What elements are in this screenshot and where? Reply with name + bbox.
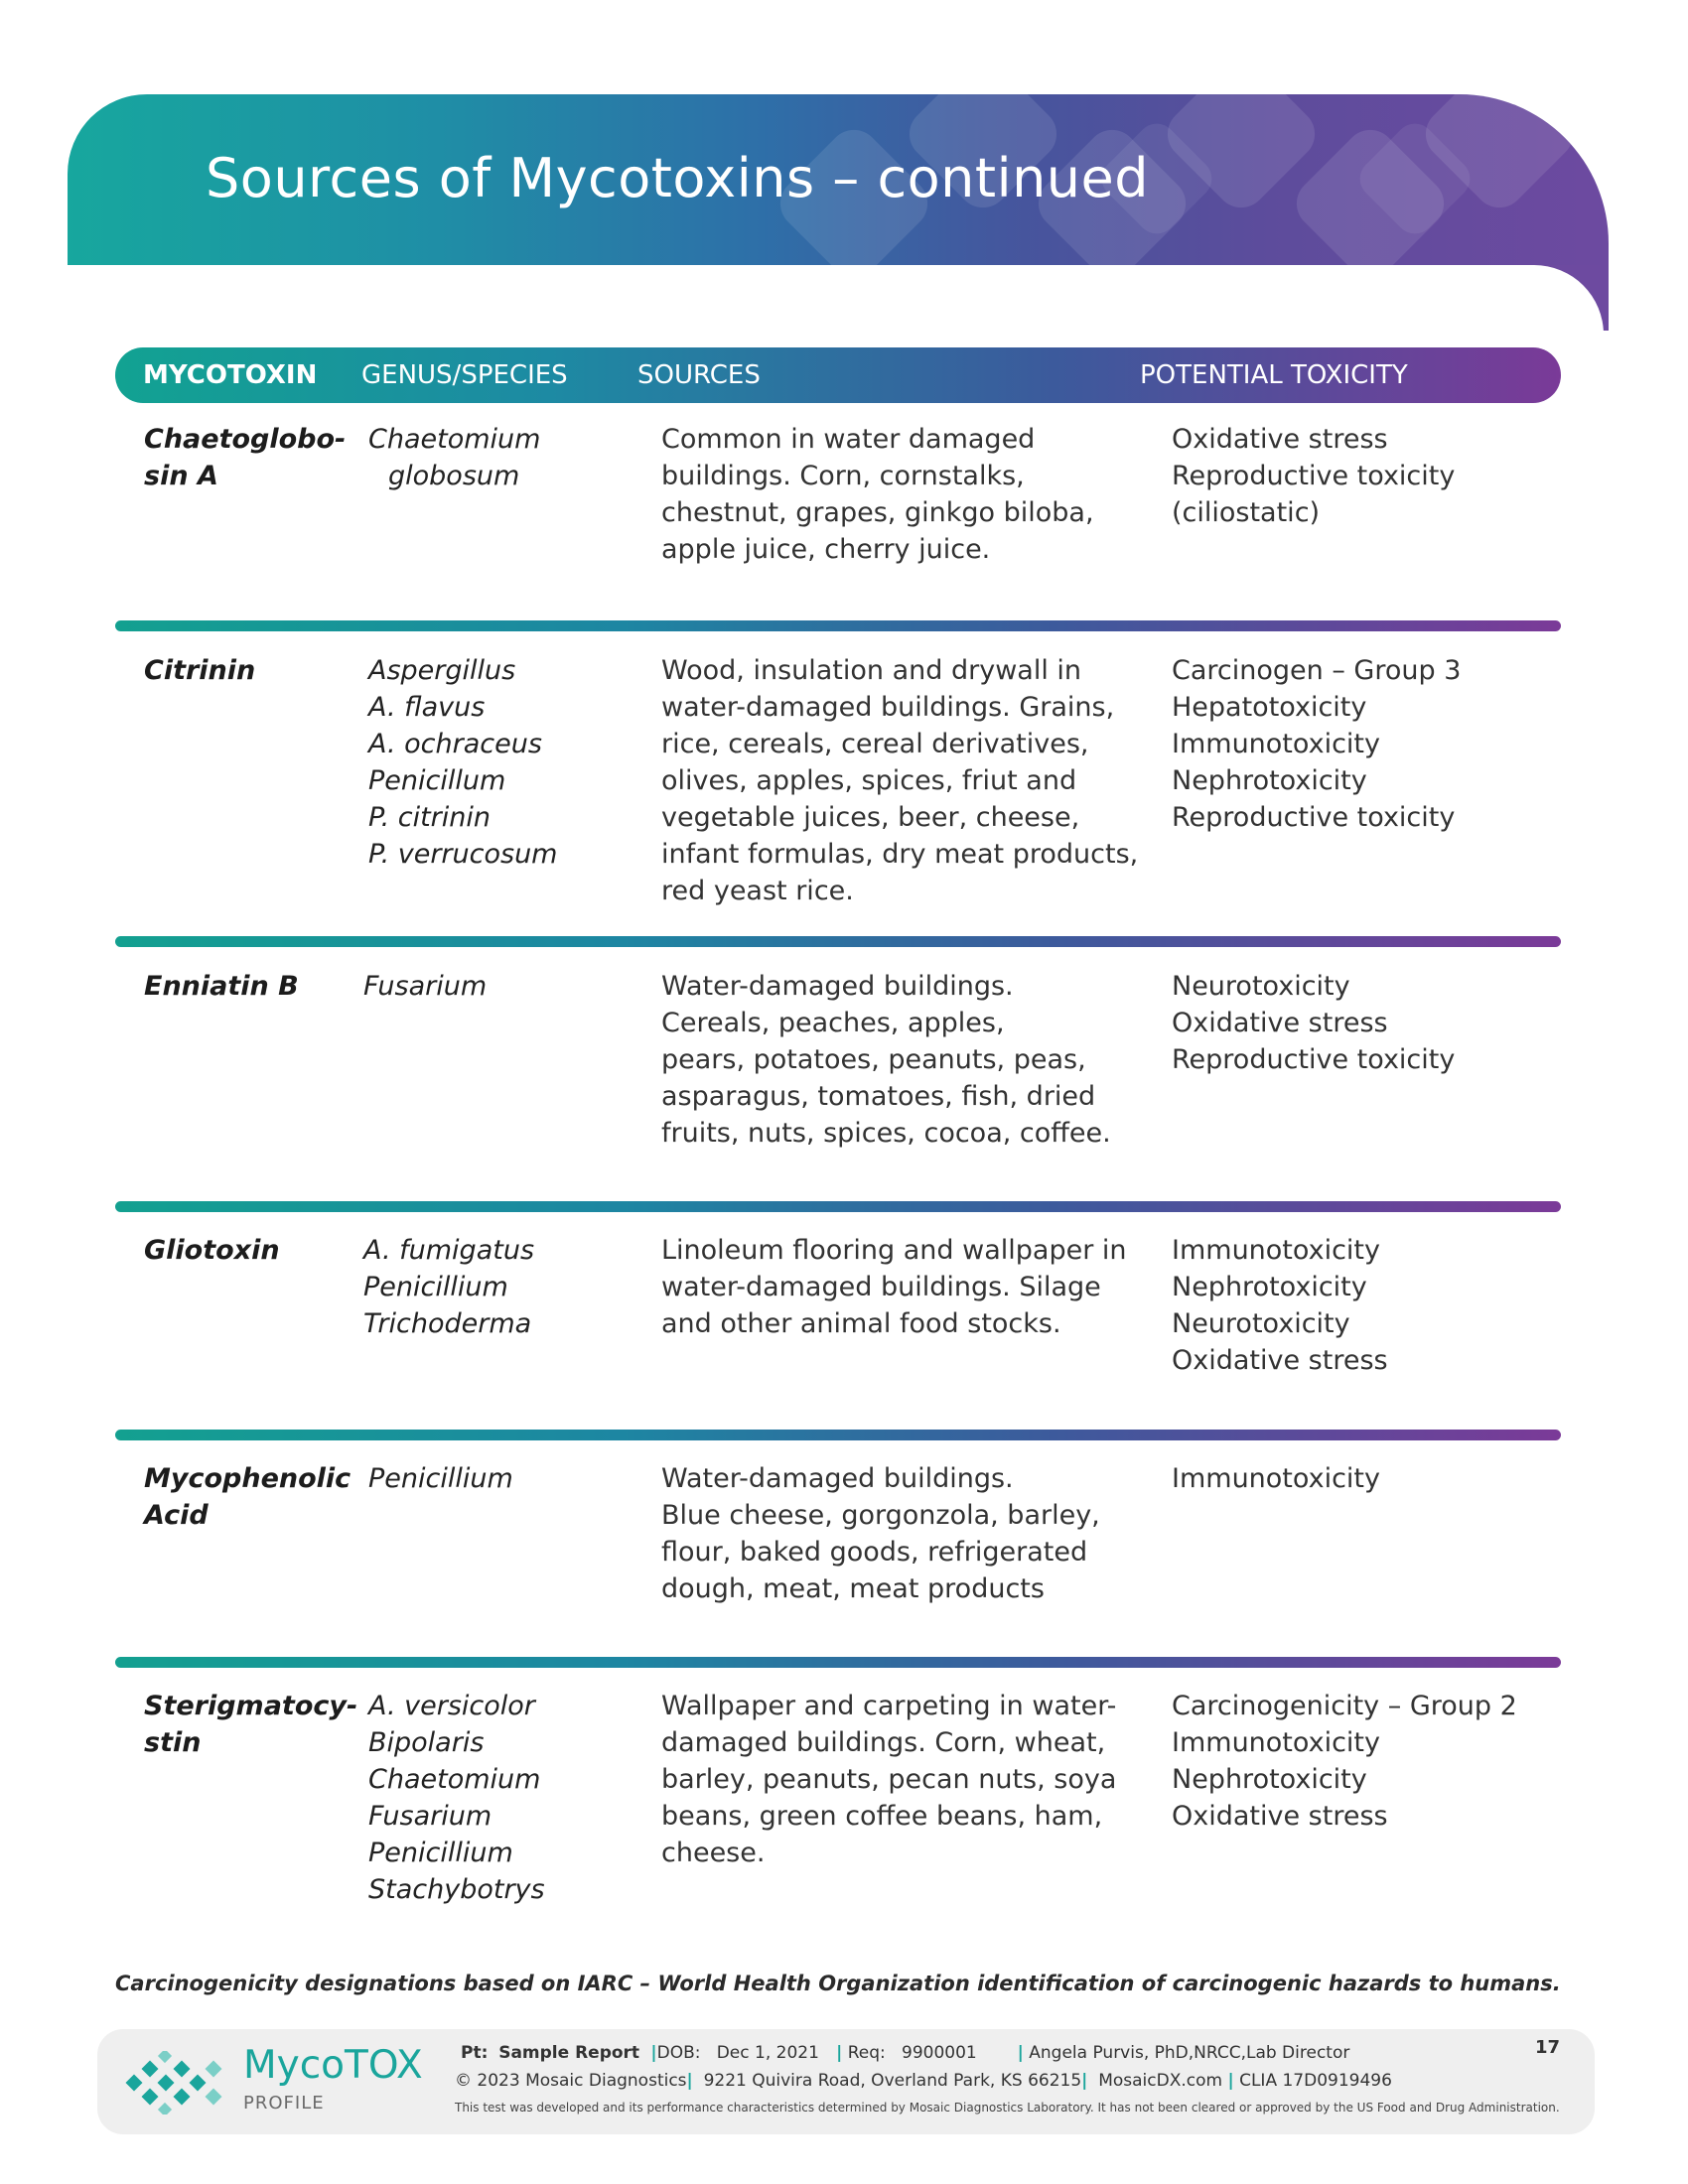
mycotoxin-name: Enniatin B: [144, 971, 299, 1002]
banner-tail-decoration: [1534, 265, 1609, 331]
column-header-genus-species: GENUS/SPECIES: [361, 360, 568, 390]
row-divider: [115, 936, 1561, 947]
website-link[interactable]: MosaicDX.com: [1098, 2071, 1223, 2091]
dob-label: DOB:: [656, 2043, 701, 2063]
genus-species: A. versicolor Bipolaris Chaetomium Fusarium Penicillium Stachybotrys: [368, 1691, 545, 1905]
column-header-sources: SOURCES: [637, 360, 761, 390]
req-label: Req:: [847, 2043, 886, 2063]
clia-number: CLIA 17D0919496: [1239, 2071, 1392, 2091]
mycotoxin-name: Chaetoglobo- sin A: [144, 424, 347, 491]
genus-species: Penicillium: [368, 1463, 513, 1494]
sources: Water-damaged buildings. Blue cheese, gorgonzola, barley, flour, baked goods, refrigerated dough, meat, meat products: [661, 1463, 1100, 1604]
footnote: Carcinogenicity designations based on IARC – World Health Organization identification of carcinogenic hazards to humans.: [115, 1972, 1561, 1995]
genus-species: Aspergillus A. flavus A. ochraceus Penicillum P. citrinin P. verrucosum: [368, 655, 558, 870]
genus-species: A. fumigatus Penicillium Trichoderma: [363, 1235, 535, 1339]
potential-toxicity: Carcinogen – Group 3 Hepatotoxicity Immunotoxicity Nephrotoxicity Reproductive toxicity: [1172, 655, 1462, 833]
sources: Wallpaper and carpeting in water- damaged buildings. Corn, wheat, barley, peanuts, pecan nuts, soya beans, green coffee beans, ham, cheese.: [661, 1691, 1117, 1868]
potential-toxicity: Carcinogenicity – Group 2 Immunotoxicity Nephrotoxicity Oxidative stress: [1172, 1691, 1517, 1832]
page-title: Sources of Mycotoxins – continued: [206, 147, 1150, 209]
row-divider: [115, 1657, 1561, 1668]
address: 9221 Quivira Road, Overland Park, KS 66215: [703, 2071, 1082, 2091]
column-header-mycotoxin: MYCOTOXIN: [143, 360, 318, 390]
patient-label: Pt:: [461, 2043, 489, 2063]
req-value: 9900001: [902, 2043, 977, 2063]
sources: Linoleum flooring and wallpaper in water-damaged buildings. Silage and other animal food stocks.: [661, 1235, 1127, 1339]
genus-species: Fusarium: [363, 971, 488, 1002]
genus-species: Chaetomium globosum: [368, 424, 541, 491]
fda-disclaimer: This test was developed and its performance characteristics determined by Mosaic Diagnostics Laboratory. It has not been cleared or approved by the US Food and Drug Administration.: [455, 2101, 1560, 2115]
row-divider: [115, 1201, 1561, 1212]
potential-toxicity: Immunotoxicity Nephrotoxicity Neurotoxicity Oxidative stress: [1172, 1235, 1388, 1376]
copyright: © 2023 Mosaic Diagnostics: [455, 2071, 687, 2091]
brand-subtitle: PROFILE: [243, 2093, 325, 2114]
mycotoxin-name: Citrinin: [144, 655, 256, 686]
company-info-line: © 2023 Mosaic Diagnostics| 9221 Quivira Road, Overland Park, KS 66215| MosaicDX.com | CLIA 17D0919496: [455, 2071, 1392, 2091]
mycotoxin-name: Sterigmatocy- stin: [144, 1691, 358, 1758]
brand-name: MycoTOX: [243, 2043, 423, 2088]
column-header-potential-toxicity: POTENTIAL TOXICITY: [1140, 360, 1408, 390]
mycotox-logo-icon: [124, 2051, 233, 2115]
page-number: 17: [1535, 2037, 1561, 2058]
mycotoxin-name: Gliotoxin: [144, 1235, 280, 1266]
dob-value: Dec 1, 2021: [716, 2043, 819, 2063]
patient-value: Sample Report: [498, 2043, 640, 2063]
sources: Wood, insulation and drywall in water-damaged buildings. Grains, rice, cereals, cereal derivatives, olives, apples, spices, friut and vegetable juices, beer, cheese, infant formulas, dry meat products, red yeast rice.: [661, 655, 1139, 906]
mycotoxin-name: Mycophenolic Acid: [144, 1463, 352, 1531]
sources: Water-damaged buildings. Cereals, peaches, apples, pears, potatoes, peanuts, peas, asparagus, tomatoes, fish, dried fruits, nuts, spices, cocoa, coffee.: [661, 971, 1111, 1149]
potential-toxicity: Oxidative stress Reproductive toxicity (ciliostatic): [1172, 424, 1456, 528]
patient-info-line: Pt: Sample Report |DOB: Dec 1, 2021 | Req: 9900001 | Angela Purvis, PhD,NRCC,Lab Director: [461, 2043, 1350, 2063]
sources: Common in water damaged buildings. Corn, cornstalks, chestnut, grapes, ginkgo biloba, apple juice, cherry juice.: [661, 424, 1094, 565]
row-divider: [115, 1430, 1561, 1440]
potential-toxicity: Neurotoxicity Oxidative stress Reproductive toxicity: [1172, 971, 1456, 1075]
lab-director: Angela Purvis, PhD,NRCC,Lab Director: [1029, 2043, 1350, 2063]
potential-toxicity: Immunotoxicity: [1172, 1463, 1380, 1494]
row-divider: [115, 620, 1561, 631]
